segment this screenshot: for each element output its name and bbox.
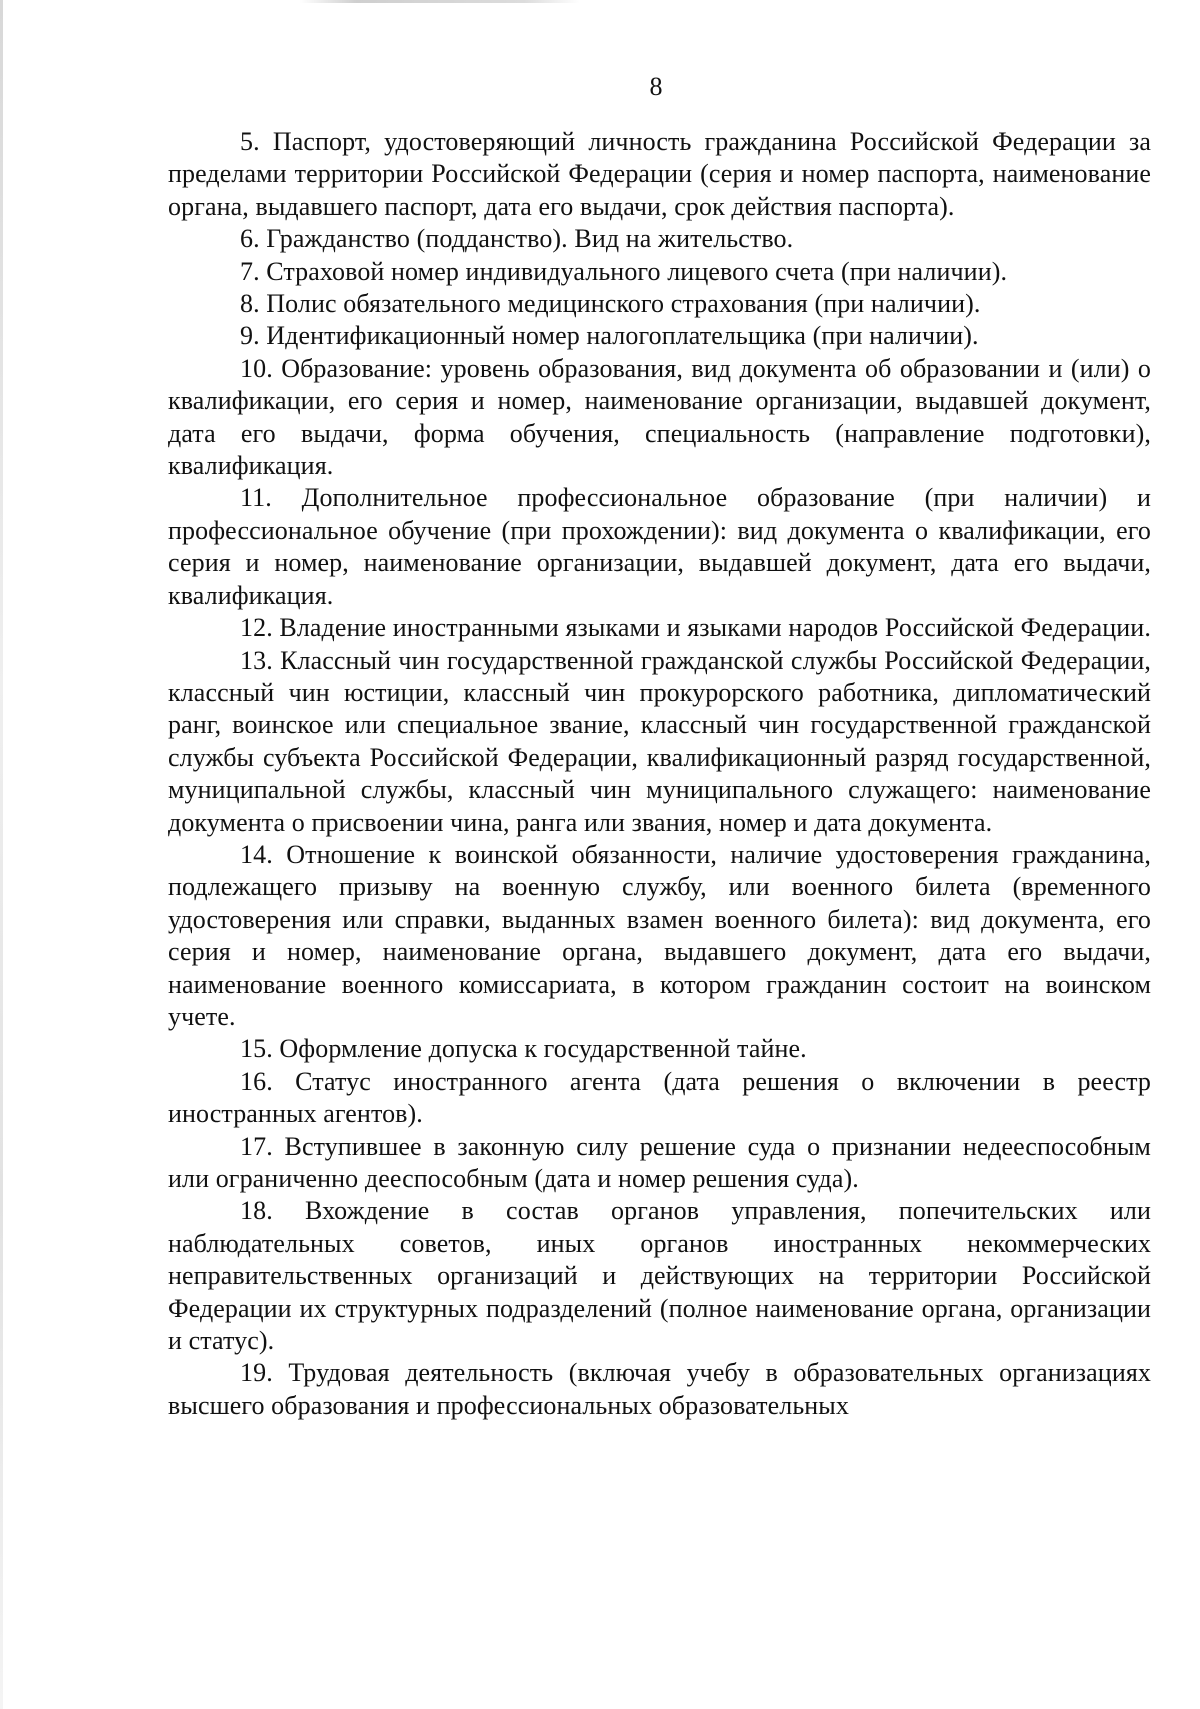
paragraph-6: 6. Гражданство (подданство). Вид на жительство.: [240, 224, 794, 254]
paragraph-15: 15. Оформление допуска к государственной тайне.: [240, 1034, 807, 1064]
paragraph-16: 16. Статус иностранного агента (дата решения о включении в реестр иностранных агентов).: [168, 1066, 1151, 1129]
scan-edge-top: [300, 0, 580, 3]
paragraph-19: 19. Трудовая деятельность (включая учебу в образовательных организациях высшего образования и профессиональных образовательных: [168, 1358, 1151, 1420]
paragraph-12: 12. Владение иностранными языками и языками народов Российской Федерации.: [240, 613, 1151, 643]
paragraph-17: 17. Вступившее в законную силу решение суда о признании недееспособным или ограниченно дееспособным (дата и номер решения суда).: [168, 1131, 1151, 1193]
page-number: 8: [649, 72, 663, 101]
paragraph-7: 7. Страховой номер индивидуального лицевого счета (при наличии).: [240, 256, 1008, 286]
paragraph-18: 18. Вхождение в состав органов управления, попечительских или наблюдательных советов, иных органов иностранных некоммерческих неправительственных организаций и действующих на территории Российской Федерации их структурных подразделений (полное наименование органа, организации и статус).: [168, 1196, 1151, 1356]
document-body: [168, 126, 1151, 1422]
paragraph-8: 8. Полис обязательного медицинского страхования (при наличии).: [240, 289, 981, 319]
paragraph-14: 14. Отношение к воинской обязанности, наличие удостоверения гражданина, подлежащего призыву на военную службу, или военного билета (временного удостоверения или справки, выданных взамен военного билета): вид документа, его серия и номер, наименование органа, выдавшего документ, дата его выдачи, наименование военного комиссариата, в котором гражданин состоит на воинском учете.: [168, 839, 1151, 1031]
paragraph-9: 9. Идентификационный номер налогоплательщика (при наличии).: [240, 321, 979, 351]
scan-edge-left: [0, 0, 3, 1709]
paragraph-10: 10. Образование: уровень образования, вид документа об образовании и (или) о квалификации, его серия и номер, наименование организации, выдавшей документ, дата его выдачи, форма обучения, специальность (направление подготовки), квалификация.: [168, 353, 1151, 481]
paragraph-13: 13. Классный чин государственной гражданской службы Российской Федерации, классный чин юстиции, классный чин прокурорского работника, дипломатический ранг, воинское или специальное звание, классный чин государственной гражданской службы субъекта Российской Федерации, квалификационный разряд государственной, муниципальной службы, классный чин муниципального служащего: наименование документа о присвоении чина, ранга или звания, номер и дата документа.: [168, 645, 1151, 837]
paragraph-11: 11. Дополнительное профессиональное образование (при наличии) и профессиональное обучение (при прохождении): вид документа о квалификации, его серия и номер, наименование организации, выдавшей документ, дата его выдачи, квалификация.: [168, 483, 1151, 610]
paragraph-5: 5. Паспорт, удостоверяющий личность гражданина Российской Федерации за пределами территории Российской Федерации (серия и номер паспорта, наименование органа, выдавшего паспорт, дата его выдачи, срок действия паспорта).: [168, 127, 1151, 221]
